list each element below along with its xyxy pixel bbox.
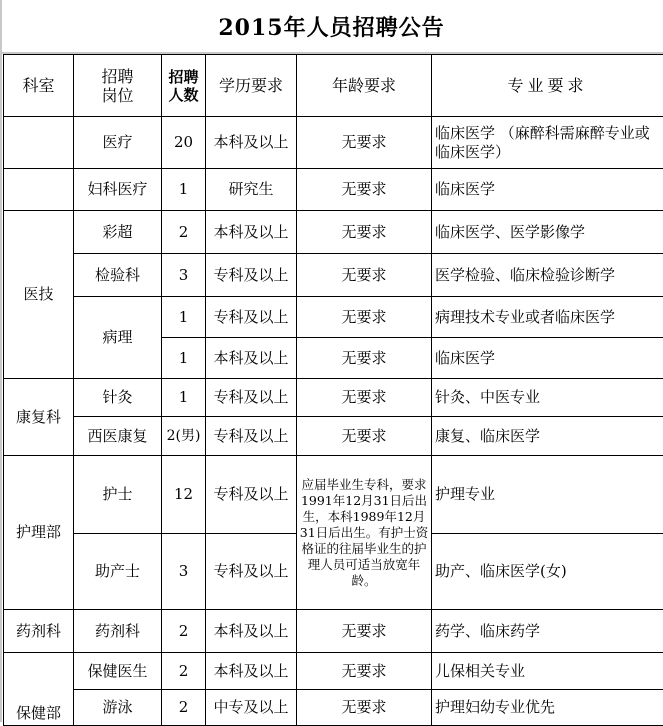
major-cell[interactable]: 护理专业 [432,456,663,534]
header-age[interactable]: 年龄要求 [297,55,432,117]
age-cell[interactable]: 无要求 [297,338,432,379]
post-cell[interactable]: 妇科医疗 [74,169,162,211]
header-edu[interactable]: 学历要求 [206,55,297,117]
table-row [4,610,663,653]
age-cell[interactable]: 无要求 [297,117,432,169]
post-cell[interactable]: 护士 [74,456,162,534]
dept-cell[interactable]: 医技 [4,211,74,379]
dept-cell[interactable]: 护理部 [4,456,74,610]
edu-cell[interactable]: 本科及以上 [206,211,297,254]
count-cell[interactable]: 3 [162,254,206,297]
post-cell[interactable]: 病理 [74,297,162,379]
count-cell[interactable]: 3 [162,534,206,610]
edu-cell[interactable]: 研究生 [206,169,297,211]
post-cell[interactable]: 医疗 [74,117,162,169]
sheet-left-edge [0,0,2,722]
major-cell[interactable]: 病理技术专业或者临床医学 [432,297,663,338]
post-cell[interactable]: 助产士 [74,534,162,610]
count-cell[interactable]: 2 [162,653,206,690]
dept-cell-blank[interactable] [4,169,74,211]
major-cell[interactable]: 儿保相关专业 [432,653,663,690]
header-major[interactable]: 专业要求 [432,55,663,117]
count-cell[interactable]: 2(男) [162,417,206,456]
edu-cell[interactable]: 专科及以上 [206,456,297,534]
table-row [4,117,663,169]
age-note-cell[interactable]: 应届毕业生专科，要求1991年12月31日后出生，本科1989年12月31日后出生。有护士资格证的往届毕业生的护理人员可适当放宽年龄。 [297,456,432,610]
post-cell[interactable]: 检验科 [74,254,162,297]
major-cell[interactable]: 护理妇幼专业优先 [432,690,663,726]
age-cell[interactable]: 无要求 [297,379,432,417]
age-cell[interactable]: 无要求 [297,254,432,297]
edu-cell[interactable]: 中专及以上 [206,690,297,726]
count-cell[interactable]: 12 [162,456,206,534]
post-cell[interactable]: 保健医生 [74,653,162,690]
table-row [4,297,663,338]
major-cell[interactable]: 助产、临床医学(女) [432,534,663,610]
count-cell[interactable]: 1 [162,379,206,417]
post-cell[interactable]: 西医康复 [74,417,162,456]
count-cell[interactable]: 2 [162,690,206,726]
header-count[interactable]: 招聘 人数 [162,55,206,117]
count-cell[interactable]: 1 [162,297,206,338]
edu-cell[interactable]: 本科及以上 [206,653,297,690]
table-row [4,456,663,534]
table-row [4,211,663,254]
edu-cell[interactable]: 专科及以上 [206,254,297,297]
edu-cell[interactable]: 专科及以上 [206,417,297,456]
age-cell[interactable]: 无要求 [297,211,432,254]
edu-cell[interactable]: 专科及以上 [206,379,297,417]
major-cell[interactable]: 临床医学 [432,338,663,379]
table-row [4,379,663,417]
header-dept[interactable]: 科室 [4,55,74,117]
table-row [4,690,663,726]
dept-cell[interactable]: 药剂科 [4,610,74,653]
count-cell[interactable]: 2 [162,211,206,254]
table-row [4,254,663,297]
edu-cell[interactable]: 本科及以上 [206,117,297,169]
edu-cell[interactable]: 本科及以上 [206,610,297,653]
major-cell[interactable]: 康复、临床医学 [432,417,663,456]
major-cell[interactable]: 临床医学 （麻醉科需麻醉专业或临床医学） [432,117,663,169]
edu-cell[interactable]: 本科及以上 [206,338,297,379]
page-title: 2015年人员招聘公告 [0,0,663,52]
dept-cell[interactable]: 保健部 [4,653,74,726]
age-cell[interactable]: 无要求 [297,297,432,338]
header-row [4,55,663,117]
count-cell[interactable]: 20 [162,117,206,169]
count-cell[interactable]: 2 [162,610,206,653]
post-cell[interactable]: 彩超 [74,211,162,254]
major-cell[interactable]: 临床医学、医学影像学 [432,211,663,254]
edu-cell[interactable]: 专科及以上 [206,534,297,610]
header-post[interactable]: 招聘 岗位 [74,55,162,117]
major-cell[interactable]: 临床医学 [432,169,663,211]
age-cell[interactable]: 无要求 [297,169,432,211]
dept-cell[interactable]: 康复科 [4,379,74,456]
post-cell[interactable]: 药剂科 [74,610,162,653]
age-cell[interactable]: 无要求 [297,417,432,456]
table-row [4,417,663,456]
major-cell[interactable]: 药学、临床药学 [432,610,663,653]
edu-cell[interactable]: 专科及以上 [206,297,297,338]
count-cell[interactable]: 1 [162,169,206,211]
post-cell[interactable]: 针灸 [74,379,162,417]
major-cell[interactable]: 医学检验、临床检验诊断学 [432,254,663,297]
post-cell[interactable]: 游泳 [74,690,162,726]
table-row [4,653,663,690]
age-cell[interactable]: 无要求 [297,653,432,690]
major-cell[interactable]: 针灸、中医专业 [432,379,663,417]
dept-cell-blank[interactable] [4,117,74,169]
recruitment-table [3,54,663,726]
age-cell[interactable]: 无要求 [297,690,432,726]
count-cell[interactable]: 1 [162,338,206,379]
age-cell[interactable]: 无要求 [297,610,432,653]
table-row [4,169,663,211]
